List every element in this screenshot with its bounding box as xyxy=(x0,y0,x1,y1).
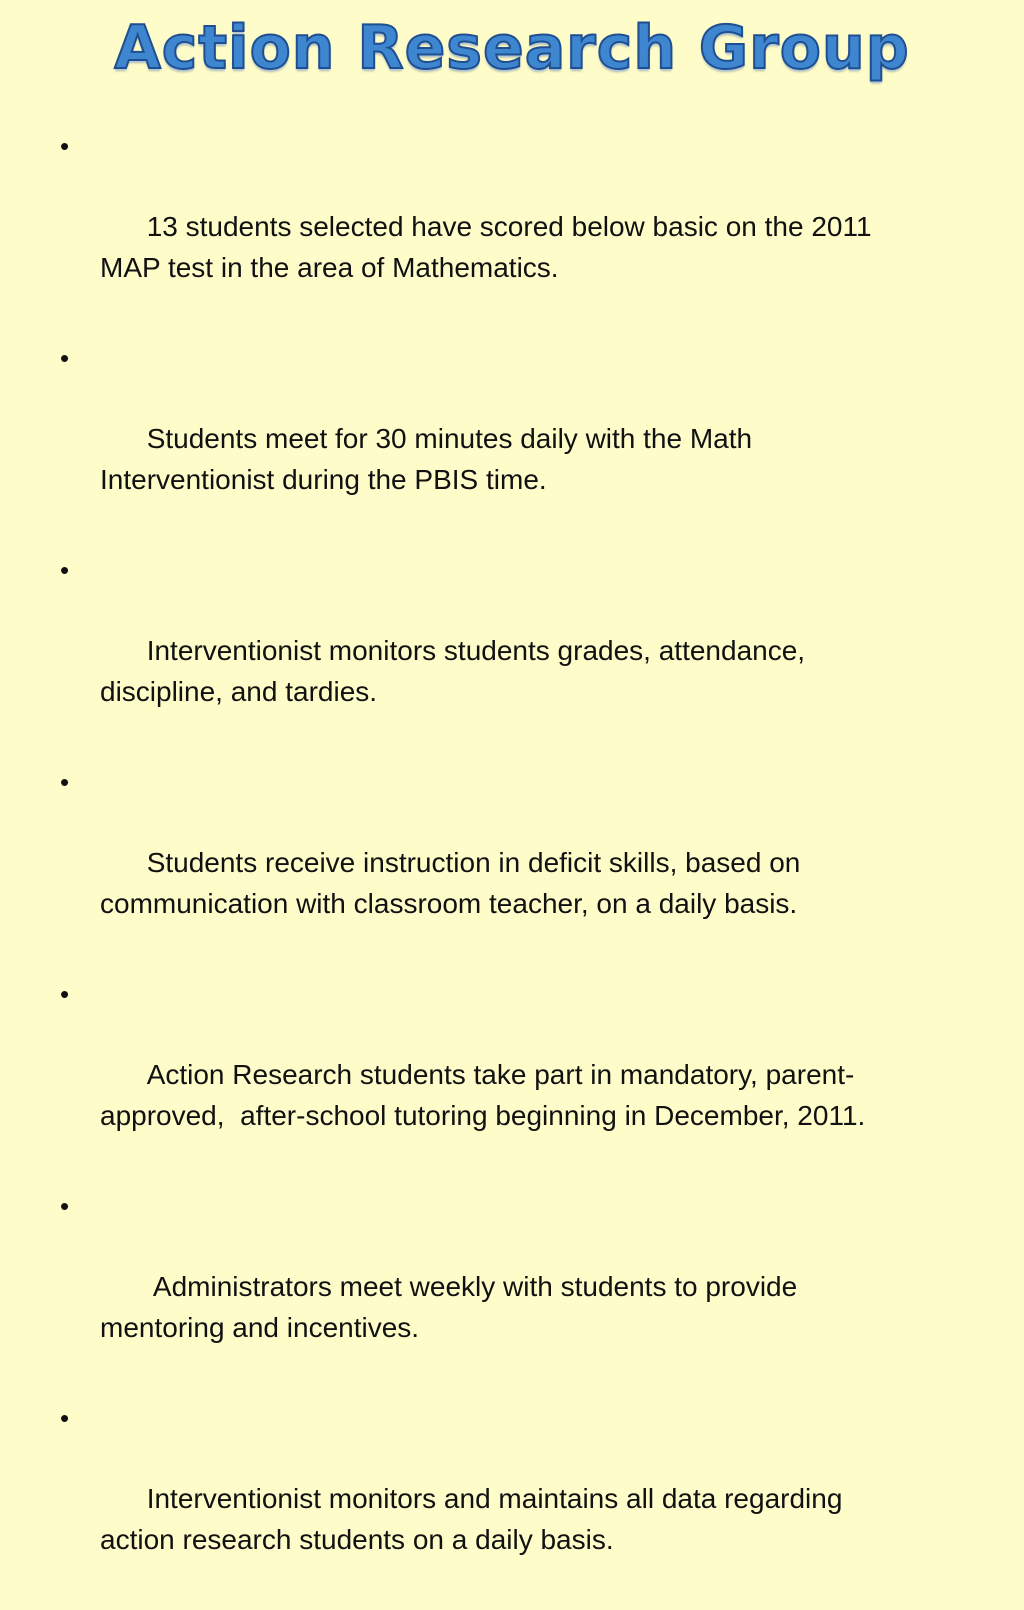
bullet-text: Administrators meet weekly with students to provide mentoring and incentives. xyxy=(100,1271,798,1343)
bullet-icon: • xyxy=(60,555,70,585)
bullet-icon: • xyxy=(60,343,70,373)
bullet-icon: • xyxy=(60,1191,70,1221)
bullet-list xyxy=(60,126,980,1610)
bullet-item-6 xyxy=(60,1186,980,1389)
bullet-item-5 xyxy=(60,974,980,1177)
bullet-item-1 xyxy=(60,126,980,329)
bullet-item-4 xyxy=(60,762,980,965)
bullet-item-7 xyxy=(60,1398,980,1601)
bullet-text: 13 students selected have scored below basic on the 2011 MAP test in the area of Mathematics. xyxy=(100,211,872,283)
bullet-text: Action Research students take part in mandatory, parent- approved, after-school tutoring beginning in December, 2011. xyxy=(100,1059,866,1131)
bullet-item-2 xyxy=(60,338,980,541)
bullet-text: Students meet for 30 minutes daily with the Math Interventionist during the PBIS time. xyxy=(100,423,753,495)
bullet-icon: • xyxy=(60,979,70,1009)
slide-title: Action Research Group xyxy=(114,13,910,83)
bullet-text: Students receive instruction in deficit skills, based on communication with classroom teacher, on a daily basis. xyxy=(100,847,801,919)
bullet-icon: • xyxy=(60,131,70,161)
bullet-icon: • xyxy=(60,1403,70,1433)
bullet-item-3 xyxy=(60,550,980,753)
bullet-text: Interventionist monitors and maintains all data regarding action research students on a daily basis. xyxy=(100,1483,843,1555)
bullet-icon: • xyxy=(60,767,70,797)
bullet-text: Interventionist monitors students grades, attendance, discipline, and tardies. xyxy=(100,635,806,707)
